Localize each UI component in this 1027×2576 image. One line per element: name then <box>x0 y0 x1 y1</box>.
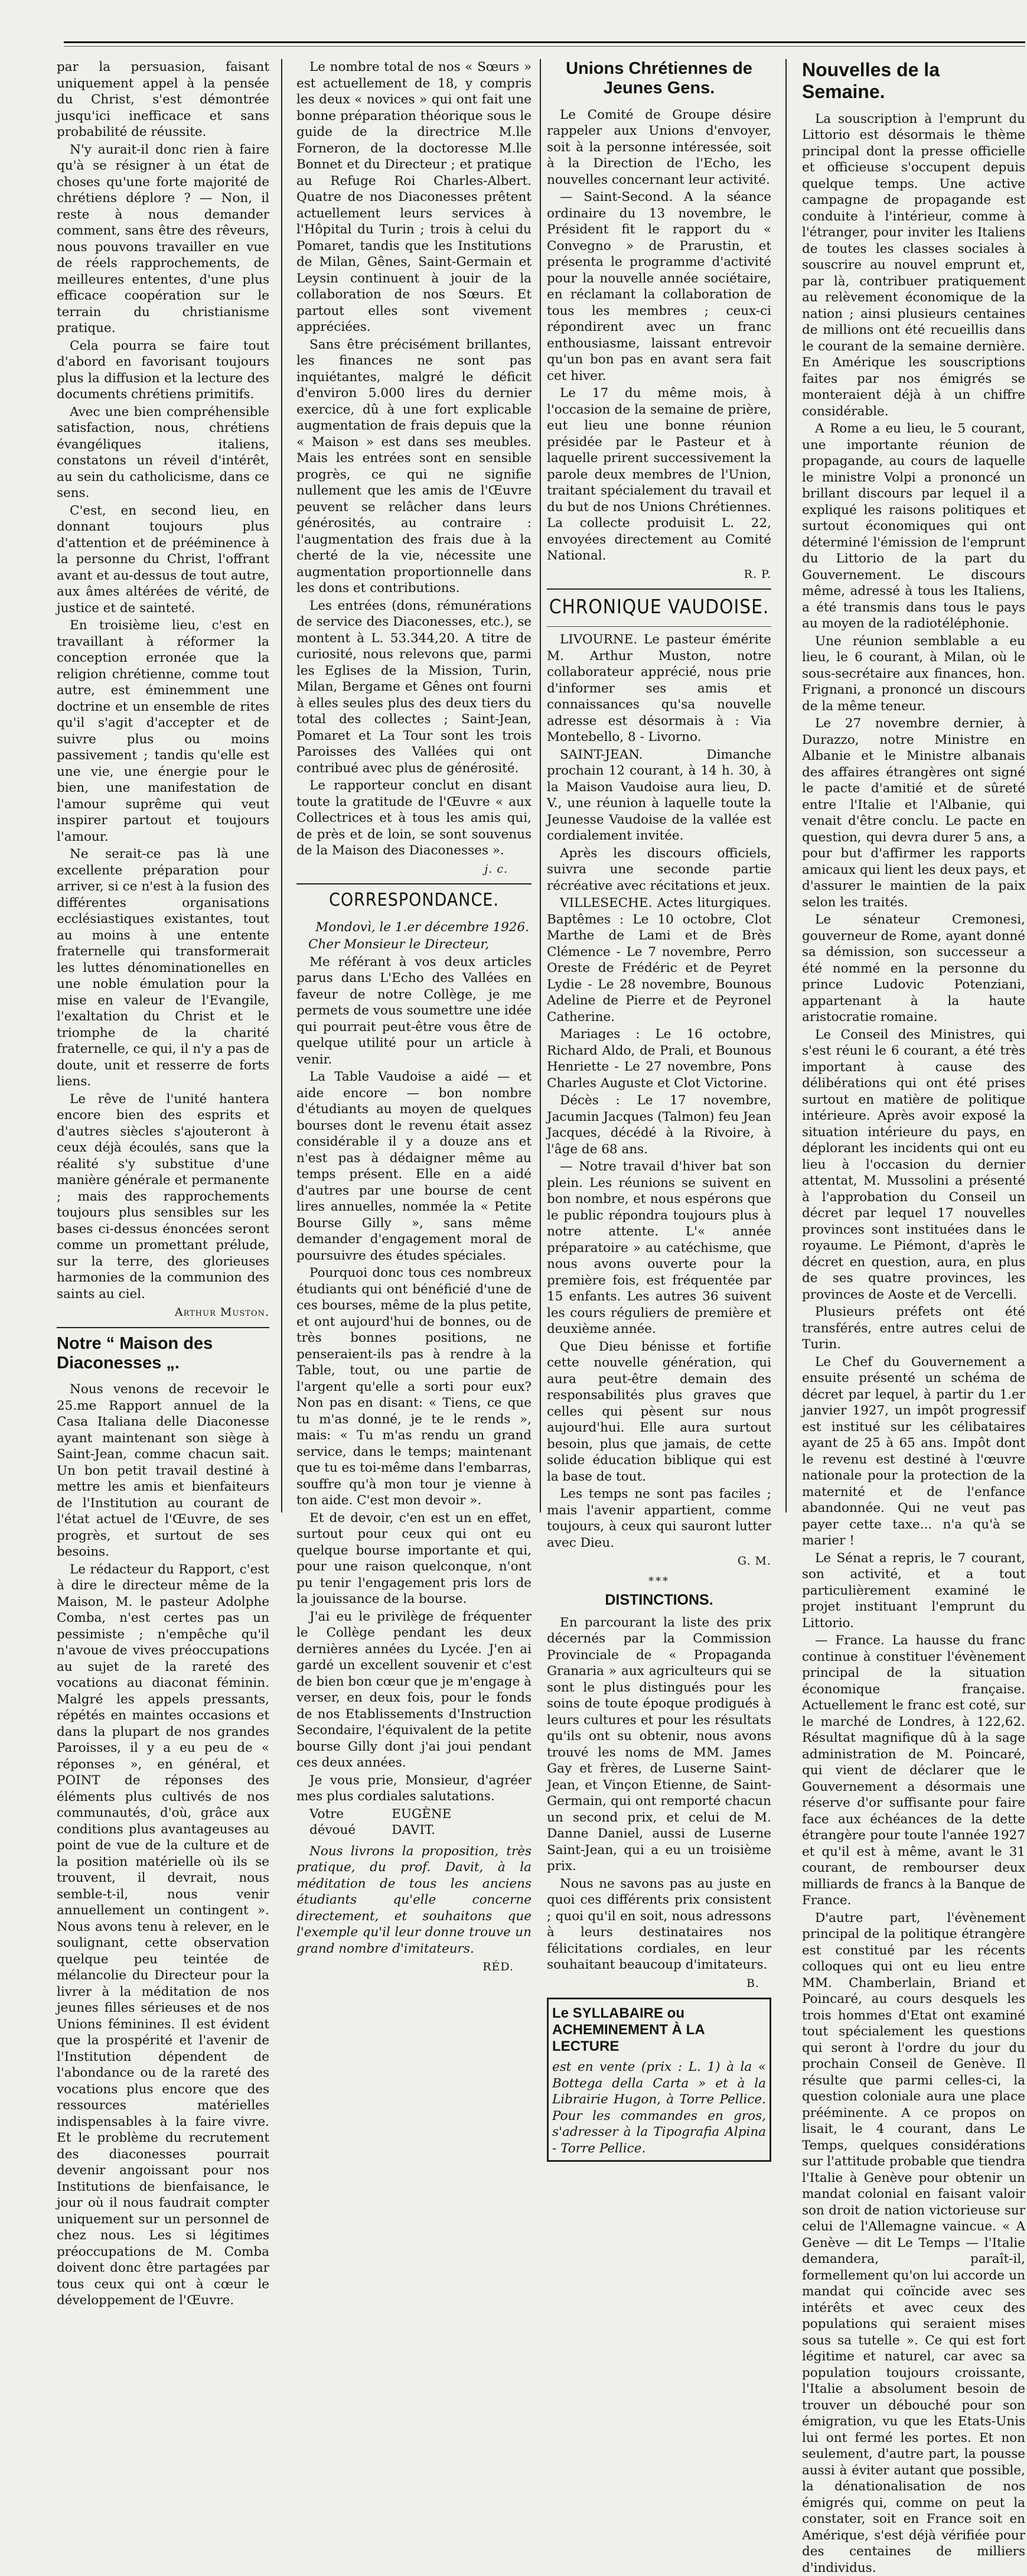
paragraph: par la persuasion, faisant uniquement appel à la pensée du Christ, s'est démontrée jusqu'ici inefficace et sans probabilité de réussite. <box>57 60 269 139</box>
paragraph: — France. La hausse du franc continue à constituer l'évènement principal de la situation économique française. Actuellement le franc est coté, sur le marché de Londres, à 122,62. Résultat magnifique dû à la sage administration de M. Poincaré, qui vient de déclarer que le Gouvernement a désormais une réserve d'or suffisante pour faire face aux échéances de la dette étrangère pour toute l'année 1927 et qu'il est à même, avant le 31 courant, de rembourser deux milliards de francs à la Banque de France. <box>802 1633 1025 1908</box>
paragraph: Avec une bien compréhensible satisfaction, nous, chrétiens évangéliques italiens, constatons un réveil d'intérêt, au sein du catholicisme, dans ce sens. <box>57 404 269 500</box>
letter-closing <box>309 1806 532 1839</box>
column-4 <box>802 59 1025 2575</box>
top-rule <box>64 41 1025 43</box>
paragraph: La Table Vaudoise a aidé — et aide encore — bon nombre d'étudiants au moyen de quelques bourses dont le revenu était assez considérable il y a douze ans et n'est pas à dédaigner même au temps présent. Elle en a aidé d'autres par une bourse de cent lires annuelles, nommée la « Petite Bourse Gilly », sans même demander d'engagement moral de poursuivre des études spéciales. <box>296 1069 532 1263</box>
paragraph: D'autre part, l'évènement principal de la politique étrangère est constitué par les récents colloques qui ont eu lieu entre MM. Chamberlain, Briand et Poincaré, au cours desquels les trois hommes d'Etat ont examiné tout spécialement les questions qui seront à l'ordre du jour du prochain Conseil de Genève. Il résulte que parmi celles-ci, la question coloniale aura une place prééminente. A ce propos on lisait, le 4 courant, dans Le Temps, quelques considérations sur l'attitude probable que tiendra l'Italie à Genève pour obtenir un mandat colonial en faisant valoir son droit de nation victorieuse sur celui de l'Allemagne vaincue. « A Genève — dit Le Temps — l'Italie demandera, paraît-il, formellement qu'on lui accorde un mandat qui coïncide avec ses intérêts et avec ceux des populations qui seraient mises sous sa tutelle ». Ce qui est fort légitime et naturel, car avec sa population toujours croissante, l'Italie a absolument besoin de trouver un débouché pour son émigration, vu que les Etats-Unis lui ont fermé les portes. Et non seulement, d'autre part, la pousse aussi à éviter autant que possible, la dénationalisation de nos émigrés qui, comme on peut la constater, soit en France soit en Amérique, s'est déjà vérifiée pour des centaines de milliers d'individus. <box>802 1910 1025 2575</box>
paragraph: Mariages : Le 16 octobre, Richard Aldo, de Prali, et Bounous Henriette - Le 27 novembre, Pons Charles Auguste et Clot Victorine. <box>547 1027 771 1091</box>
paragraph: Pourquoi donc tous ces nombreux étudiants qui ont bénéficié d'une de ces bourses, même de la plus petite, et ont aujourd'hui de bonnes, ou de très bonnes positions, ne penseraient-ils pas à rendre à la Table, tout, ou une partie de l'argent qu'elle a sorti pour eux? Non pas en disant: « Tiens, ce que tu m'as donné, je te le rends », mais: « Tu m'as rendu un grand service, dans le temps; maintenant que tu es toi-même dans l'embarras, souffre qu'à mon tour je vienne à ton aide. C'est mon devoir ». <box>296 1266 532 1508</box>
paragraph: Le rapporteur conclut en disant toute la gratitude de l'Œuvre « aux Collectrices et à tous les amis qui, de près et de loin, se sont souvenus de la Maison des Diaconesses ». <box>296 778 532 858</box>
headline-nouvelles: Nouvelles de la Semaine. <box>802 59 940 102</box>
paragraph: N'y aurait-il donc rien à faire qu'à se résigner à un état de choses qu'une forte majorité de chrétiens déplore ? — Non, il reste à nous demander comment, sans être des rêveurs, nous pouvons travailler en vue de réels rapprochements, de meilleures ententes, d'une plus efficace coopération sur le terrain du christianisme pratique. <box>57 142 269 336</box>
column-divider <box>281 59 282 1513</box>
paragraph: Le Chef du Gouvernement a ensuite présenté un schéma de décret par lequel, à partir du 1.er janvier 1927, un impôt progressif est institué sur les célibataires ayant de 25 à 65 ans. Impôt dont le revenu est destiné à l'œuvre nationale pour la protection de la maternité et de l'enfance abandonnée. Qui ne veut pas payer cette taxe... n'a qu'à se marier ! <box>802 1354 1025 1549</box>
closing-text: Votre dévoué <box>309 1806 356 1837</box>
paragraph: Le Comité de Groupe désire rappeler aux Unions d'envoyer, soit à la personne intéressée, soit à la Direction de l'Echo, les nouvelles concernant leur activité. <box>547 107 771 187</box>
paragraph: A Rome a eu lieu, le 5 courant, une importante réunion de propagande, au cours de laquelle le ministre Volpi a prononcé un brillant discours par lequel il a expliqué les raisons politiques et surtout économiques qui ont déterminé l'émission de l'emprunt du Littorio de la part du Gouvernement. Le discours même, adressé à tous les Italiens, a été transmis dans tous le pays au moyen de la radiotéléphonie. <box>802 421 1025 632</box>
paragraph: Me référant à vos deux articles parus dans L'Echo des Vallées en faveur de notre Collège, je me permets de vous soumettre une idée qui pourrait peut-être vous être de quelque utilité pour un article à venir. <box>296 954 532 1067</box>
paragraph: Sans être précisément brillantes, les finances ne sont pas inquiétantes, malgré le déficit d'environ 5.000 lires du dernier exercice, dû à une fort explicable augmentation de frais depuis que la « Maison » est dans ses meubles. Mais les entrées sont en sensible progrès, ce qui ne signifie nullement que les amis de l'Œuvre peuvent se relâcher dans leurs générosités, au contraire : l'augmentation des frais due à la cherté de la vie, nécessite une augmentation proportionnelle dans les dons et contributions. <box>296 337 532 596</box>
paragraph: Les temps ne sont pas faciles ; mais l'avenir appartient, comme toujours, à ceux qui sauront lutter avec Dieu. <box>547 1487 771 1550</box>
paragraph: Ne serait-ce pas là une excellente préparation pour arriver, si ce n'est à la fusion des différentes organisations ecclésiastiques existantes, tout au moins à une entente fraternelle qui transformerait les luttes dénominationelles en une noble émulation pour la mise en valeur de l'Evangile, l'exaltation du Christ et le triomphe de la charité fraternelle, ce qui, il n'y a pas de doute, unit et resserre de forts liens. <box>57 847 269 1089</box>
paragraph: Les entrées (dons, rémunérations de service des Diaconesses, etc.), se montent à L. 53.344,20. A titre de curiosité, nous relevons que, parmi les Eglises de la Mission, Turin, Milan, Bergame et Gênes ont fourni à elles seules plus des deux tiers du total des collectes ; Saint-Jean, Pomaret et La Tour sont les trois Paroisses des Vallées qui ont contribué avec plus de générosité. <box>296 598 532 776</box>
paragraph: C'est, en second lieu, en donnant toujours plus d'attention et de prééminence à la personne du Christ, l'offrant avant et au-dessus de tout autre, aux âmes altérées de vérité, de justice et de sainteté. <box>57 503 269 616</box>
paragraph: Nous ne savons pas au juste en quoi ces différents prix consistent ; quoi qu'il en soit, nous adressons à leurs destinataires nos félicitations cordiales, en leur souhaitant beaucoup d'imitateurs. <box>547 1876 771 1973</box>
article-divider <box>296 883 532 884</box>
signature-muston: Arthur Muston. <box>174 1306 269 1319</box>
headline-unions: Unions Chrétiennes de Jeunes Gens. <box>566 59 752 98</box>
paragraph: — Saint-Second. A la séance ordinaire du 13 novembre, le Président fit le rapport du « Convegno » de Prarustin, et présenta le programme d'activité pour la nouvelle année sociétaire, en réclamant la collaboration de tous les membres ; ceux-ci répondirent avec un franc enthousiasme, laissant entrevoir qu'un bon pas en avant sera fait cet hiver. <box>547 190 771 383</box>
paragraph: En parcourant la liste des prix décernés par la Commission Provinciale de « Propaganda Granaria » aux agriculteurs qui se sont le plus distingués pour les soins de toute époque prodigués à leurs cultures et pour les résultats qu'ils ont su obtenir, nous avons trouvé les noms de MM. James Gay et frères, de Luserne Saint-Jean, et Vinçon Etienne, de Saint-Germain, qui ont remporté chacun un second prix, et celui de M. Danne Daniel, aussi de Luserne Saint-Jean, qui a eu un troisième prix. <box>547 1615 771 1874</box>
editor-note: Nous livrons la proposition, très pratique, du prof. Davit, à la méditation de tous les anciens étudiants qu'elle concerne directement, et souhaitons que l'exemple qu'il leur donne trouve un grand nombre d'imitateurs. <box>296 1843 532 1956</box>
paragraph: Le 17 du même mois, à l'occasion de la semaine de prière, eut lieu une bonne réunion présidée par le Pasteur et à laquelle prirent successivement la parole deux membres de l'Union, traitant spécialement du travail et du but de nos Unions Chrétiennes. La collecte produisit L. 22, envoyées directement au Comité National. <box>547 386 771 564</box>
top-rule-thin <box>64 46 1025 47</box>
paragraph: En troisième lieu, c'est en travaillant à réformer la conception erronée que la religion chrétienne, comme tout autre, est éminemment une doctrine et un ensemble de rites qu'il s'agit d'accepter et de suivre plus ou moins passivement ; tandis qu'elle est une vie, une énergie pour le bien, une manifestation de l'amour suprême qui veut inspirer partout et toujours l'amour. <box>57 618 269 844</box>
paragraph: Le nombre total de nos « Sœurs » est actuellement de 18, y compris les deux « novices » qui ont fait une bonne préparation théorique sous le guide de la directrice M.lle Forneron, de la doctoresse M.lle Bonnet et du Directeur ; et pratique au Refuge Roi Charles-Albert. Quatre de nos Diaconesses prêtent actuellement leurs services à l'Hôpital du Turin ; trois à celui du Pomaret, tandis que les Institutions de Milan, Gênes, Saint-Germain et Leysin continuent à jouir de la collaboration de nos Sœurs. Et partout elles sont vivement appréciées. <box>296 60 532 334</box>
section-stars: *** <box>648 1575 670 1588</box>
signature-b: B. <box>746 1976 759 1990</box>
headline-correspondance: CORRESPONDANCE. <box>329 890 499 910</box>
paragraph: VILLESECHE. Actes liturgiques. Baptêmes : Le 10 octobre, Clot Marthe de Lami et de Brès Clémence - Le 7 novembre, Perro Oreste de Frédéric et de Peyret Lydie - Le 28 novembre, Bounous Adeline de Pierre et de Peyronel Catherine. <box>547 896 771 1024</box>
signature-gm: G. M. <box>737 1554 771 1568</box>
column-divider <box>785 59 787 1513</box>
paragraph: SAINT-JEAN. Dimanche prochain 12 courant, à 14 h. 30, à la Maison Vaudoise aura lieu, D. V., une réunion à laquelle toute la Jeunesse Vaudoise de la vallée est cordialement invitée. <box>547 747 771 844</box>
paragraph: Le rédacteur du Rapport, c'est à dire le directeur même de la Maison, M. le pasteur Adolphe Comba, n'est certes pas un pessimiste ; n'empêche qu'il n'avoue de vives préoccupations au sujet de la rareté des vocations au diaconat féminin. Malgré les appels pressants, répétés en maintes occasions et dans la plupart de nos grandes Paroisses, il y a eu peu de « réponses », en général, et POINT de réponses des éléments plus cultivés de nos communautés, d'où, grâce aux conditions plus avantageuses au point de vue de la culture et de la position matérielle où ils se trouvent, il devrait, nous semble-t-il, nous venir annuellement un contingent ». Nous avons tenu à relever, en le soulignant, cette observation quelque peu teintée de mélancolie du Directeur pour la livrer à la méditation de nos jeunes filles sérieuses et de nos Unions féminines. Il est évident que la prospérité et l'avenir de l'Institution dépendent de l'abondance ou de la rareté des vocations plus encore que des ressources matérielles indispensables à la faire vivre. Et le problème du recrutement des diaconesses pourrait devenir angoissant pour nos Institutions de bienfaisance, le jour où il nous faudrait compter uniquement sur un personnel de chez nous. Les si légitimes préoccupations de M. Comba doivent donc être partagées par tous ceux qui ont à cœur le développement de l'Œuvre. <box>57 1562 269 2308</box>
article-divider <box>547 588 771 590</box>
paragraph: Le sénateur Cremonesi, gouverneur de Rome, ayant donné sa démission, son successeur a été nommé en la personne du prince Ludovic Potenziani, appartenant à la haute aristocratie romaine. <box>802 912 1025 1025</box>
paragraph: LIVOURNE. Le pasteur émérite M. Arthur Muston, notre collaborateur apprécié, nous prie d'informer ses amis et connaissances qu'sa nouvelle adresse est désormais à : Via Montebello, 8 - Livorno. <box>547 632 771 745</box>
paragraph: Plusieurs préfets ont été transférés, entre autres celui de Turin. <box>802 1305 1025 1352</box>
headline-diaconesses: Notre “ Maison des Diaconesses „. <box>57 1333 213 1372</box>
signature-rp: R. P. <box>744 567 771 581</box>
paragraph: Cela pourra se faire tout d'abord en favorisant toujours plus la diffusion et la lecture des documents chrétiens primitifs. <box>57 338 269 402</box>
paragraph: Le rêve de l'unité hantera encore bien des esprits et d'autres siècles s'ajouteront à ceux déjà écoulés, sans que la réalité s'y substitue d'une manière générale et permanente ; mais des rapprochements toujours plus sensibles sur les bases ci-dessus énoncées seront comme un promettant prélude, sur la terre, des glorieuses harmonies de la communion des saints au ciel. <box>57 1091 269 1302</box>
paragraph: Nous venons de recevoir le 25.me Rapport annuel de la Casa Italiana delle Diaconesse ayant maintenant son siège à Saint-Jean, comme chacun sait. Un bon petit travail destiné à mettre les amis et bienfaiteurs de l'Institution au courant de l'état actuel de l'Œuvre, de ses progrès, et surtout de ses besoins. <box>57 1382 269 1560</box>
signature-jc: j. c. <box>484 862 508 876</box>
headline-syllabaire: Le SYLLABAIRE ou ACHEMINEMENT À LA LECTURE <box>552 2005 705 2054</box>
paragraph: Une réunion semblable a eu lieu, le 6 courant, à Milan, où le sous-secrétaire aux finances, hon. Frignani, a prononcé un discours de la même teneur. <box>802 633 1025 714</box>
column-2 <box>296 59 532 1973</box>
column-divider <box>540 59 541 1513</box>
letter-date: Mondovì, le 1.er décembre 1926. <box>315 919 529 935</box>
paragraph: La souscription à l'emprunt du Littorio est désormais le thème principal dont la presse officielle et officieuse s'occupent depuis quelque temps. Une active campagne de propagande est conduite à l'intérieur, comme à l'étranger, pour inviter les Italiens de toutes les classes sociales à souscrire au nouvel emprunt et, par là, contribuer pratiquement au relèvement économique de la nation ; ainsi plusieurs centaines de millions ont été recueillis dans le courant de la semaine dernière. En Amérique les souscriptions faites par nos émigrés se monteraient déjà à un chiffre considérable. <box>802 111 1025 419</box>
signer-name: EUGÈNE DAVIT. <box>392 1806 452 1837</box>
paragraph: Après les discours officiels, suivra une seconde partie récréative avec récitations et jeux. <box>547 845 771 893</box>
headline-chronique: CHRONIQUE VAUDOISE. <box>549 595 770 619</box>
paragraph: Le Sénat a repris, le 7 courant, son activité, et a tout particulièrement examiné le projet instituant l'emprunt du Littorio. <box>802 1550 1025 1631</box>
paragraph: — Notre travail d'hiver bat son plein. Les réunions se suivent en bon nombre, et nous espérons que le public répondra toujours plus à notre attente. L'« année préparatoire » au catéchisme, que nous avons ouverte pour la première fois, est fréquentée par 15 enfants. Les autres 36 suivent les cours réguliers de première et deuxième année. <box>547 1159 771 1337</box>
column-1 <box>57 59 269 2308</box>
article-divider <box>57 1327 269 1328</box>
signature-red: RÉD. <box>482 1960 514 1973</box>
column-3 <box>547 59 771 2156</box>
headline-distinctions: DISTINCTIONS. <box>605 1592 713 1609</box>
paragraph: Le Conseil des Ministres, qui s'est réuni le 6 courant, a été très important à cause des délibérations qui ont été prises surtout en matière de politique intérieure. Après avoir exposé la situation intérieure du pays, en déplorant les incidents qui ont eu lieu à l'occasion du dernier attentat, M. Mussolini a présenté à l'approbation du Conseil un décret par lequel 17 nouvelles provinces sont instituées dans le royaume. Le Piémont, d'après le décret en question, aura, en plus de ses quatre provinces, les provinces de Aoste et de Vercelli. <box>802 1027 1025 1302</box>
header-underline <box>547 626 771 627</box>
ad-text: est en vente (prix : L. 1) à la « Bottega della Carta » et à la Librairie Hugon, à Torre Pellice. Pour les commandes en gros, s'adresser à la Tipografia Alpina - Torre Pellice. <box>552 2060 766 2156</box>
paragraph: Que Dieu bénisse et fortifie cette nouvelle génération, qui aura peut-être demain des responsabilités plus graves que celles qui pèsent sur nous aujourd'hui. Elle aura surtout besoin, plus que jamais, de cette solide éducation biblique qui est la base de tout. <box>547 1339 771 1484</box>
letter-salutation: Cher Monsieur le Directeur, <box>308 937 490 952</box>
paragraph: Le 27 novembre dernier, à Durazzo, notre Ministre en Albanie et le Ministre albanais des affaires étrangères ont signé le pacte d'amitié et de sûreté entre l'Italie et l'Albanie, qui venait d'être conclu. Le pacte en question, qui devra durer 5 ans, a pour but d'affirmer les rapports amicaux qui lient les deux pays, et d'assurer le maintien de la paix selon les traités. <box>802 716 1025 910</box>
paragraph: J'ai eu le privilège de fréquenter le Collège pendant les deux dernières années du Lycée. J'en ai gardé un excellent souvenir et c'est de bien bon cœur que je m'engage à verser, en deux fois, pour le fonds de nos Etablissements d'Instruction Secondaire, l'équivalent de la petite bourse Gilly dont j'ai joui pendant ces deux années. <box>296 1609 532 1770</box>
syllabaire-ad <box>547 1998 771 2162</box>
paragraph: Et de devoir, c'en est un en effet, surtout pour ceux qui ont eu quelque bourse importante et qui, pour une raison quelconque, n'ont pu tenir l'engagement pris lors de la jouissance de la bourse. <box>296 1510 532 1606</box>
paragraph: Je vous prie, Monsieur, d'agréer mes plus cordiales salutations. <box>296 1772 532 1804</box>
paragraph: Décès : Le 17 novembre, Jacumin Jacques (Talmon) feu Jean Jacques, décédé à la Rivoire, à l'âge de 68 ans. <box>547 1093 771 1157</box>
